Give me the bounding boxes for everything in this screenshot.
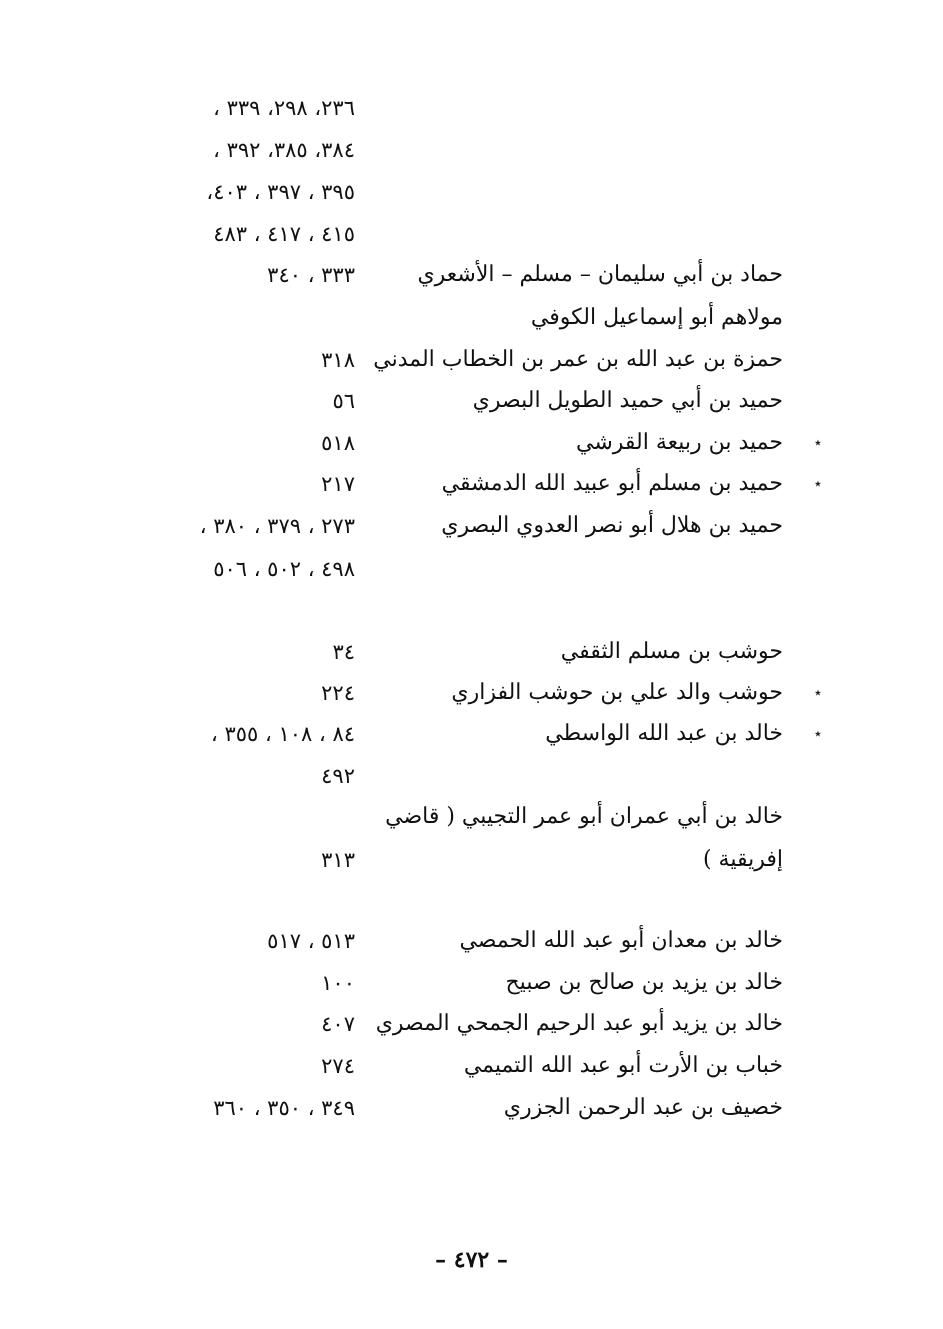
entry-page-refs: ٢٢٤	[321, 681, 355, 705]
entry-page-refs: ٣٤	[332, 640, 355, 664]
entry-page-refs: ٢١٧	[321, 472, 355, 496]
page-number: – ٤٧٢ –	[435, 1247, 508, 1273]
entry-page-refs: ٣١٨	[321, 348, 355, 372]
entry-name: إفريقية )	[702, 847, 783, 872]
entry-name: خالد بن معدان أبو عبد الله الحمصي	[459, 928, 783, 953]
entry-name: حميد بن مسلم أبو عبيد الله الدمشقي	[441, 471, 783, 496]
entry-name: حميد بن ربيعة القرشي	[575, 430, 783, 455]
entry-name: خالد بن يزيد أبو عبد الرحيم الجمحي المصري	[375, 1011, 783, 1036]
entry-page-refs: ٤٩٨ ، ٥٠٢ ، ٥٠٦	[213, 557, 355, 581]
entry-name: خالد بن أبي عمران أبو عمر التجيبي ( قاضي	[385, 804, 783, 829]
entry-page-refs: ٥١٣ ، ٥١٧	[267, 929, 355, 953]
star-marker-icon: ٭	[814, 435, 822, 451]
star-marker-icon: ٭	[814, 726, 822, 742]
entry-page-refs: ٤٠٧	[321, 1012, 355, 1036]
entry-name: خالد بن يزيد بن صالح بن صبيح	[505, 970, 783, 995]
entry-page-refs: ٣٣٣ ، ٣٤٠	[267, 263, 355, 287]
star-marker-icon: ٭	[814, 685, 822, 701]
entry-page-refs: ٣٩٥ ، ٣٩٧ ، ٤٠٣،	[206, 180, 355, 204]
entry-name: حوشب والد علي بن حوشب الفزاري	[451, 680, 783, 705]
entry-page-refs: ٥٦	[332, 389, 355, 413]
entry-page-refs: ١٠٠	[321, 971, 355, 995]
entry-page-refs: ٣٤٩ ، ٣٥٠ ، ٣٦٠	[213, 1096, 355, 1120]
star-marker-icon: ٭	[814, 476, 822, 492]
entry-name: حميد بن أبي حميد الطويل البصري	[472, 388, 783, 413]
entry-name: مولاهم أبو إسماعيل الكوفي	[530, 305, 783, 330]
entry-page-refs: ٨٤ ، ١٠٨ ، ٣٥٥ ،	[211, 722, 355, 746]
entry-page-refs: ٣٨٤، ٣٨٥، ٣٩٢ ،	[213, 138, 355, 162]
entry-name: حمزة بن عبد الله بن عمر بن الخطاب المدني	[373, 347, 783, 372]
entry-name: خباب بن الأرت أبو عبد الله التميمي	[463, 1053, 783, 1078]
entry-name: حوشب بن مسلم الثقفي	[560, 639, 783, 664]
entry-name: خصيف بن عبد الرحمن الجزري	[503, 1095, 783, 1120]
entry-page-refs: ٢٧٤	[321, 1054, 355, 1078]
entry-page-refs: ٥١٨	[321, 431, 355, 455]
entry-page-refs: ٣١٣	[321, 848, 355, 872]
entry-name: خالد بن عبد الله الواسطي	[545, 721, 783, 746]
entry-page-refs: ٢٣٦، ٢٩٨، ٣٣٩ ،	[213, 96, 355, 120]
entry-name: حميد بن هلال أبو نصر العدوي البصري	[441, 513, 783, 538]
entry-page-refs: ٤١٥ ، ٤١٧ ، ٤٨٣	[213, 222, 355, 246]
entry-page-refs: ٤٩٢	[321, 764, 355, 788]
entry-name: حماد بن أبي سليمان – مسلم – الأشعري	[417, 262, 783, 287]
entry-page-refs: ٢٧٣ ، ٣٧٩ ، ٣٨٠ ،	[199, 514, 355, 538]
